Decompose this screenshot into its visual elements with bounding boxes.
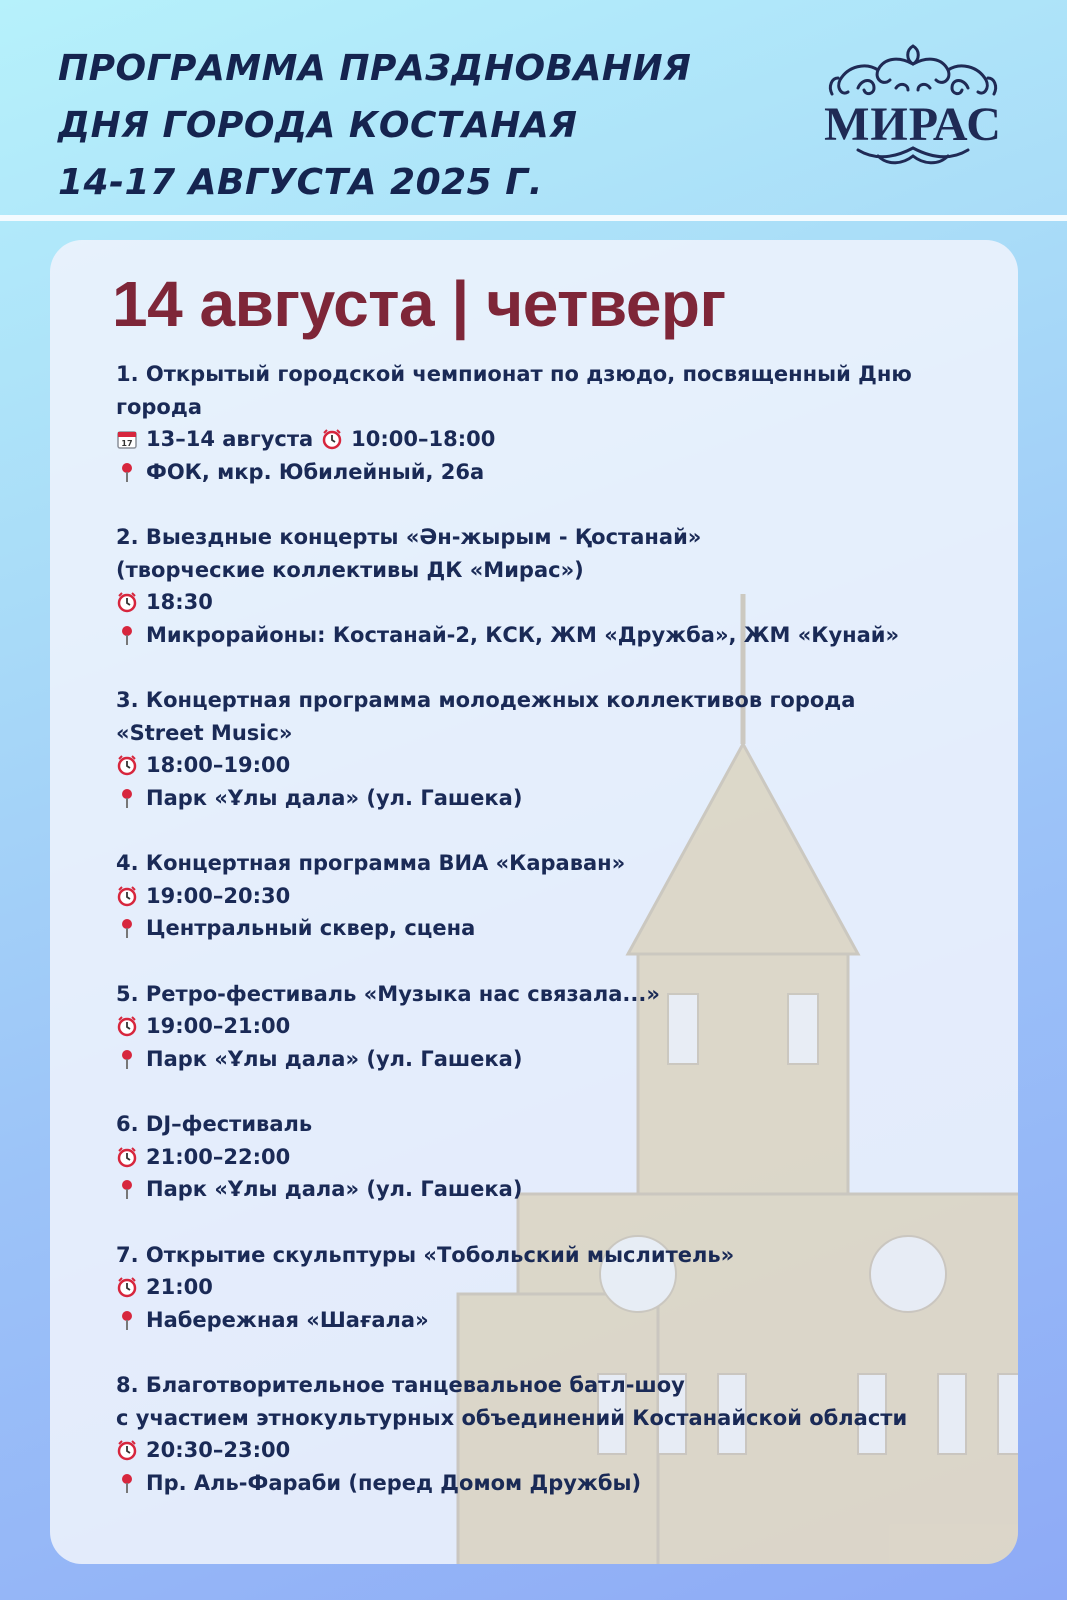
event-place: Парк «Ұлы дала» (ул. Гашека) bbox=[146, 1177, 523, 1201]
event-title: 7. Открытие скульптуры «Тобольский мыслитель» bbox=[116, 1242, 735, 1267]
alarm-clock-icon bbox=[116, 1276, 138, 1298]
event-datetime bbox=[116, 423, 996, 456]
event-place: Парк «Ұлы дала» (ул. Гашека) bbox=[146, 1046, 523, 1071]
logo-text: МИРАС bbox=[824, 98, 1002, 151]
event-item bbox=[116, 978, 996, 1076]
event-location bbox=[116, 782, 996, 815]
event-title: 6. DJ–фестиваль bbox=[116, 1112, 313, 1136]
svg-text:17: 17 bbox=[121, 439, 133, 449]
pin-icon bbox=[116, 787, 138, 809]
event-location bbox=[116, 456, 996, 489]
event-title: 8. Благотворительное танцевальное батл-шоу bbox=[116, 1373, 685, 1397]
event-item bbox=[116, 358, 996, 488]
calendar-icon bbox=[116, 428, 138, 450]
mirас-logo bbox=[818, 38, 1008, 173]
event-datetime bbox=[116, 1010, 996, 1043]
event-place: Парк «Ұлы дала» (ул. Гашека) bbox=[146, 785, 523, 810]
event-place: Набережная «Шағала» bbox=[146, 1307, 429, 1332]
event-title: с участием этнокультурных объединений Костанайской области bbox=[116, 1405, 908, 1430]
event-time: 21:00 bbox=[146, 1275, 213, 1299]
event-title: 2. Выездные концерты «Ән-жырым - Қостанай» bbox=[116, 525, 702, 549]
day-title: 14 августа | четверг bbox=[112, 268, 726, 340]
alarm-clock-icon bbox=[116, 1015, 138, 1037]
page-title-line: ДНЯ ГОРОДА КОСТАНАЯ bbox=[58, 105, 578, 146]
event-place: Центральный сквер, сцена bbox=[146, 916, 476, 940]
header-divider bbox=[0, 215, 1067, 221]
event-datetime bbox=[116, 1434, 996, 1467]
pin-icon bbox=[116, 624, 138, 646]
event-time: 20:30–23:00 bbox=[146, 1438, 291, 1462]
event-datetime bbox=[116, 586, 996, 619]
pin-icon bbox=[116, 1309, 138, 1331]
event-location bbox=[116, 1467, 996, 1500]
event-location bbox=[116, 912, 996, 945]
event-title: 5. Ретро-фестиваль «Музыка нас связала...» bbox=[116, 981, 660, 1006]
pin-icon bbox=[116, 1472, 138, 1494]
page-title-line: 14-17 АВГУСТА 2025 Г. bbox=[58, 162, 543, 203]
page-title-line: ПРОГРАММА ПРАЗДНОВАНИЯ bbox=[58, 48, 692, 89]
event-title: 3. Концертная программа молодежных коллективов города bbox=[116, 688, 856, 712]
alarm-clock-icon bbox=[116, 885, 138, 907]
event-location bbox=[116, 1304, 996, 1337]
event-item bbox=[116, 1369, 996, 1499]
event-time: 19:00–20:30 bbox=[146, 883, 291, 908]
pin-icon bbox=[116, 1178, 138, 1200]
alarm-clock-icon bbox=[116, 754, 138, 776]
event-title: (творческие коллективы ДК «Мирас») bbox=[116, 557, 584, 582]
event-item bbox=[116, 1239, 996, 1337]
event-time: 10:00–18:00 bbox=[351, 427, 496, 451]
event-location bbox=[116, 619, 996, 652]
pin-icon bbox=[116, 461, 138, 483]
event-datetime bbox=[116, 749, 996, 782]
alarm-clock-icon bbox=[116, 591, 138, 613]
event-title: 4. Концертная программа ВИА «Караван» bbox=[116, 851, 626, 875]
alarm-clock-icon bbox=[321, 428, 343, 450]
event-location bbox=[116, 1043, 996, 1076]
event-time: 19:00–21:00 bbox=[146, 1014, 291, 1038]
event-title: города bbox=[116, 394, 202, 419]
event-time: 18:00–19:00 bbox=[146, 753, 291, 777]
event-date: 13–14 августа bbox=[146, 427, 314, 451]
event-location bbox=[116, 1173, 996, 1206]
event-place: ФОК, мкр. Юбилейный, 26а bbox=[146, 459, 485, 484]
pin-icon bbox=[116, 1048, 138, 1070]
event-item bbox=[116, 521, 996, 651]
alarm-clock-icon bbox=[116, 1146, 138, 1168]
event-datetime bbox=[116, 880, 996, 913]
event-item bbox=[116, 1108, 996, 1206]
event-place: Микрорайоны: Костанай-2, КСК, ЖМ «Дружба», ЖМ «Кунай» bbox=[146, 622, 900, 647]
page-title bbox=[58, 40, 691, 211]
alarm-clock-icon bbox=[116, 1439, 138, 1461]
event-time: 21:00–22:00 bbox=[146, 1144, 291, 1169]
event-datetime bbox=[116, 1271, 996, 1304]
schedule-card bbox=[50, 240, 1018, 1564]
event-datetime bbox=[116, 1141, 996, 1174]
event-place: Пр. Аль-Фараби (перед Домом Дружбы) bbox=[146, 1470, 642, 1495]
events-list bbox=[116, 358, 996, 1532]
pin-icon bbox=[116, 917, 138, 939]
event-item bbox=[116, 684, 996, 814]
event-item bbox=[116, 847, 996, 945]
event-time: 18:30 bbox=[146, 590, 213, 614]
event-title: «Street Music» bbox=[116, 720, 293, 745]
event-title: 1. Открытый городской чемпионат по дзюдо, посвященный Дню bbox=[116, 362, 912, 386]
